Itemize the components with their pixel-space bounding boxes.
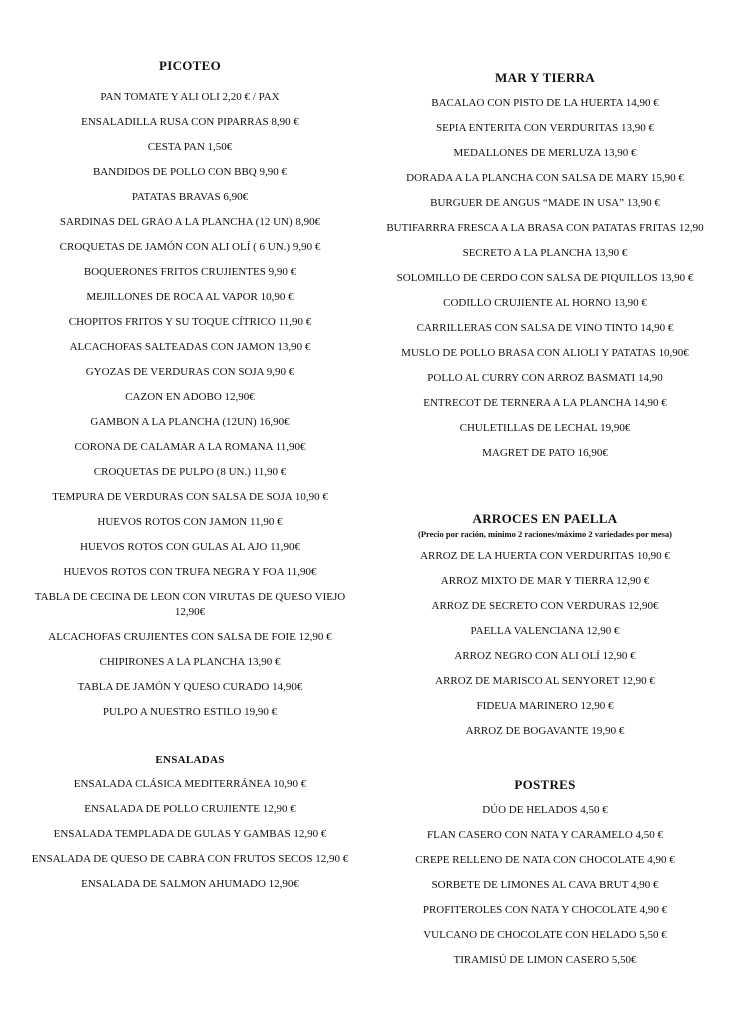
menu-item: BUTIFARRRA FRESCA A LA BRASA CON PATATAS FRITAS 12,90 — [386, 222, 704, 234]
menu-item: CARRILLERAS CON SALSA DE VINO TINTO 14,90 € — [416, 322, 674, 334]
menu-item: PAN TOMATE Y ALI OLI 2,20 € / PAX — [100, 91, 280, 103]
menu-item: MEDALLONES DE MERLUZA 13,90 € — [453, 147, 637, 159]
menu-item: CAZON EN ADOBO 12,90€ — [125, 391, 255, 403]
menu-item: CODILLO CRUJIENTE AL HORNO 13,90 € — [443, 297, 647, 309]
menu-item: CESTA PAN 1,50€ — [147, 141, 233, 153]
menu-item: MUSLO DE POLLO BRASA CON ALIOLI Y PATATAS 10,90€ — [401, 347, 689, 359]
postres-items — [370, 803, 720, 968]
menu-item: CHIPIRONES A LA PLANCHA 13,90 € — [99, 656, 281, 668]
menu-item: DÚO DE HELADOS 4,50 € — [482, 804, 608, 816]
menu-item: PULPO A NUESTRO ESTILO 19,90 € — [102, 706, 278, 718]
menu-item: HUEVOS ROTOS CON JAMON 11,90 € — [97, 516, 283, 528]
menu-item: VULCANO DE CHOCOLATE CON HELADO 5,50 € — [423, 929, 667, 941]
menu-item: ARROZ DE BOGAVANTE 19,90 € — [465, 725, 625, 737]
menu-item: TEMPURA DE VERDURAS CON SALSA DE SOJA 10,90 € — [52, 491, 328, 503]
ensaladas-items — [20, 777, 360, 892]
menu-item: POLLO AL CURRY CON ARROZ BASMATI 14,90 — [427, 372, 663, 384]
menu-item: TABLA DE CECINA DE LEON CON VIRUTAS DE QUESO VIEJO 12,90€ — [34, 591, 346, 618]
picoteo-items — [20, 90, 360, 720]
menu-item: ENSALADA DE SALMON AHUMADO 12,90€ — [81, 878, 299, 890]
menu-item: TABLA DE JAMÓN Y QUESO CURADO 14,90€ — [77, 681, 303, 693]
menu-item: CORONA DE CALAMAR A LA ROMANA 11,90€ — [74, 441, 306, 453]
menu-item: FIDEUA MARINERO 12,90 € — [476, 700, 614, 712]
menu-item: ENSALADA TEMPLADA DE GULAS Y GAMBAS 12,90 € — [53, 828, 327, 840]
menu-item: TIRAMISÚ DE LIMON CASERO 5,50€ — [453, 954, 637, 966]
menu-item: ALCACHOFAS SALTEADAS CON JAMON 13,90 € — [69, 341, 311, 353]
section-title-mar-tierra: MAR Y TIERRA — [495, 70, 595, 85]
menu-item: CHOPITOS FRITOS Y SU TOQUE CÍTRICO 11,90 € — [68, 316, 312, 328]
menu-item: ARROZ DE LA HUERTA CON VERDURITAS 10,90 € — [420, 550, 670, 562]
menu-item: ARROZ MIXTO DE MAR Y TIERRA 12,90 € — [440, 575, 650, 587]
menu-item: GYOZAS DE VERDURAS CON SOJA 9,90 € — [85, 366, 295, 378]
menu-item: ARROZ DE SECRETO CON VERDURAS 12,90€ — [431, 600, 659, 612]
menu-item: BURGUER DE ANGUS “MADE IN USA” 13,90 € — [430, 197, 660, 209]
menu-item: CHULETILLAS DE LECHAL 19,90€ — [459, 422, 631, 434]
menu-item: SARDINAS DEL GRAO A LA PLANCHA (12 UN) 8,90€ — [59, 216, 321, 228]
menu-item: PATATAS BRAVAS 6,90€ — [131, 191, 249, 203]
menu-item: MAGRET DE PATO 16,90€ — [482, 447, 608, 459]
menu-item: SECRETO A LA PLANCHA 13,90 € — [462, 247, 628, 259]
arroces-items — [370, 549, 720, 739]
section-postres — [370, 777, 720, 978]
menu-item: ENSALADILLA RUSA CON PIPARRAS 8,90 € — [81, 116, 299, 128]
menu-item: SOLOMILLO DE CERDO CON SALSA DE PIQUILLOS 13,90 € — [396, 272, 694, 284]
menu-item: BOQUERONES FRITOS CRUJIENTES 9,90 € — [83, 266, 297, 278]
menu-item: BACALAO CON PISTO DE LA HUERTA 14,90 € — [431, 97, 659, 109]
menu-item: CROQUETAS DE PULPO (8 UN.) 11,90 € — [93, 466, 287, 478]
section-title-picoteo: PICOTEO — [158, 58, 222, 73]
section-title-ensaladas: ENSALADAS — [155, 754, 225, 766]
menu-item: ENSALADA DE QUESO DE CABRA CON FRUTOS SECOS 12,90 € — [31, 853, 349, 865]
menu-item: FLAN CASERO CON NATA Y CARAMELO 4,50 € — [426, 829, 664, 841]
section-title-postres: POSTRES — [514, 777, 576, 792]
section-ensaladas — [20, 754, 360, 902]
menu-item: ARROZ NEGRO CON ALI OLÍ 12,90 € — [454, 650, 636, 662]
menu-item: ENTRECOT DE TERNERA A LA PLANCHA 14,90 € — [423, 397, 667, 409]
menu-item: PROFITEROLES CON NATA Y CHOCOLATE 4,90 € — [422, 904, 668, 916]
menu-item: ENSALADA CLÁSICA MEDITERRÁNEA 10,90 € — [73, 778, 307, 790]
section-picoteo — [20, 58, 360, 730]
section-mar-tierra — [370, 70, 720, 471]
menu-item: HUEVOS ROTOS CON GULAS AL AJO 11,90€ — [80, 541, 300, 553]
menu-item: ALCACHOFAS CRUJIENTES CON SALSA DE FOIE 12,90 € — [48, 631, 332, 643]
menu-item: SEPIA ENTERITA CON VERDURITAS 13,90 € — [435, 122, 655, 134]
menu-item: GAMBON A LA PLANCHA (12UN) 16,90€ — [90, 416, 290, 428]
mar-tierra-items — [370, 96, 720, 461]
menu-item: ENSALADA DE POLLO CRUJIENTE 12,90 € — [84, 803, 296, 815]
section-title-arroces: ARROCES EN PAELLA — [472, 511, 618, 526]
menu-item: BANDIDOS DE POLLO CON BBQ 9,90 € — [92, 166, 288, 178]
section-arroces — [370, 511, 720, 749]
menu-item: PAELLA VALENCIANA 12,90 € — [470, 625, 620, 637]
menu-item: ARROZ DE MARISCO AL SENYORET 12,90 € — [435, 675, 655, 687]
menu-item: DORADA A LA PLANCHA CON SALSA DE MARY 15,90 € — [406, 172, 684, 184]
menu-item: MEJILLONES DE ROCA AL VAPOR 10,90 € — [86, 291, 294, 303]
menu-item: CROQUETAS DE JAMÓN CON ALI OLÍ ( 6 UN.) 9,90 € — [59, 241, 321, 253]
menu-item: HUEVOS ROTOS CON TRUFA NEGRA Y FOA 11,90€ — [63, 566, 317, 578]
menu-item: SORBETE DE LIMONES AL CAVA BRUT 4,90 € — [431, 879, 659, 891]
menu-item: CREPE RELLENO DE NATA CON CHOCOLATE 4,90 € — [415, 854, 675, 866]
arroces-note: (Precio por ración, mínimo 2 raciones/máximo 2 variedades por mesa) — [417, 529, 673, 539]
